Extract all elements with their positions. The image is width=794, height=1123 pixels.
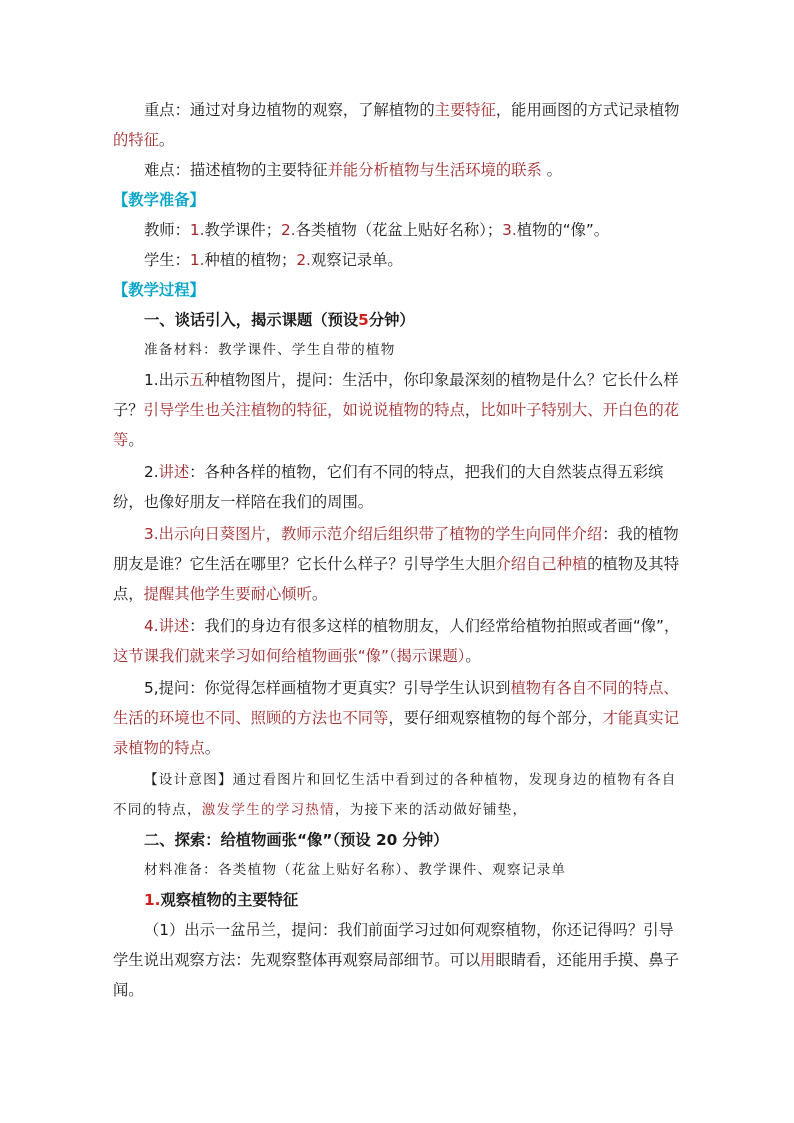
subsection-heading-2: 二、探索：给植物画张“像”（预设 20 分钟）: [144, 831, 449, 849]
section-heading-process: 【教学过程】: [113, 281, 205, 299]
step-5-paragraph: 5,提问：你觉得怎样画植物才更真实？引导学生认识到植物有各自不同的特点、生活的环境也不同、照顾的方法也不同等，要仔细观察植物的每个部分，才能真实记录植物的特点。: [113, 679, 680, 757]
step-2-paragraph: 2.讲述：各种各样的植物，它们有不同的特点，把我们的大自然装点得五彩缤纷，也像好朋友一样陪在我们的周围。: [113, 463, 664, 511]
materials-note-1: 准备材料：教学课件、学生自带的植物: [144, 342, 396, 358]
document-body: [113, 95, 683, 1005]
subsection-heading-1: 一、谈话引入，揭示课题（预设5分钟）: [144, 311, 415, 329]
key-points-paragraph: 重点：通过对身边植物的观察，了解植物的主要特征，能用画图的方式记录植物的特征。: [113, 101, 680, 149]
subsubsection-heading-1: 1.观察植物的主要特征: [144, 891, 299, 909]
teacher-prep-paragraph: 教师：1.教学课件；2.各类植物（花盆上贴好名称）；3.植物的“像”。: [144, 221, 610, 239]
step-4-paragraph: 4.讲述：我们的身边有很多这样的植物朋友，人们经常给植物拍照或者画“像”，这节课我们就来学习如何给植物画张“像”（揭示课题）。: [113, 617, 680, 665]
step-3-paragraph: 3.出示向日葵图片，教师示范介绍后组织带了植物的学生向同伴介绍：我的植物朋友是谁？它生活在哪里？它长什么样子？引导学生大胆介绍自己种植的植物及其特点，提醒其他学生要耐心倾听。: [113, 525, 680, 603]
materials-note-2: 材料准备：各类植物（花盆上贴好名称）、教学课件、观察记录单: [144, 862, 567, 878]
student-prep-paragraph: 学生：1.种植的植物；2.观察记录单。: [144, 251, 403, 269]
design-intent-paragraph: 【设计意图】通过看图片和回忆生活中看到过的各种植物，发现身边的植物有各自不同的特点，激发学生的学习热情，为接下来的活动做好铺垫，: [113, 772, 677, 818]
observation-step-paragraph: （1）出示一盆吊兰，提问：我们前面学习过如何观察植物，你还记得吗？引导学生说出观察方法：先观察整体再观察局部细节。可以用眼睛看，还能用手摸、鼻子闻。: [113, 921, 680, 999]
step-1-paragraph: 1.出示五种植物图片，提问：生活中，你印象最深刻的植物是什么？它长什么样子？引导学生也关注植物的特征，如说说植物的特点，比如叶子特别大、开白色的花等。: [113, 371, 680, 449]
section-heading-preparation: 【教学准备】: [113, 191, 205, 209]
difficulty-paragraph: 难点：描述植物的主要特征并能分析植物与生活环境的联系 。: [144, 161, 562, 179]
